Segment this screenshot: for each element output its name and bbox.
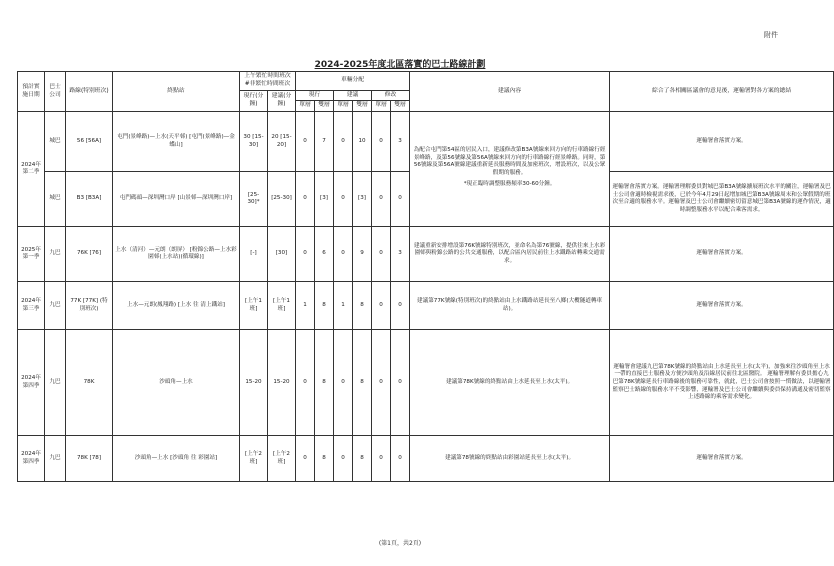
cell-change-double: 0 (391, 436, 410, 482)
cell-operator: 九巴 (45, 330, 66, 436)
header-single-deck: 單層 (296, 101, 315, 112)
header-proposal: 建議內容 (410, 72, 610, 112)
table-row (18, 112, 834, 172)
cell-proposed-single: 0 (334, 227, 353, 282)
cell-existing-single: 0 (296, 112, 315, 172)
cell-change-double: 0 (391, 282, 410, 330)
cell-proposal: 建議第78K號線的終點站由上水延長至上水(太平)。 (410, 330, 610, 436)
cell-proposed-single: 0 (334, 436, 353, 482)
cell-change-double: 0 (391, 172, 410, 227)
header-vehicle-allocation: 車輛分配 (296, 72, 410, 91)
annex-label: 附件 (764, 31, 778, 39)
cell-proposed-double: 8 (353, 436, 372, 482)
cell-change-single: 0 (372, 436, 391, 482)
cell-headway-proposed: [30] (268, 227, 296, 282)
cell-headway-proposed: [25-30] (268, 172, 296, 227)
cell-termini: 沙頭角—上水 (113, 330, 240, 436)
cell-existing-double: 6 (315, 227, 334, 282)
header-operator: 巴士公司 (45, 72, 66, 112)
header-headway-existing: 現行(分鐘) (240, 90, 268, 112)
cell-proposed-double: 8 (353, 330, 372, 436)
cell-change-double: 3 (391, 112, 410, 172)
cell-operator: 九巴 (45, 436, 66, 482)
cell-termini: 屯門(景峰路)—上水(天平邨) [屯門(景峰路)—金蝶山] (113, 112, 240, 172)
cell-proposed-single: 0 (334, 112, 353, 172)
cell-proposed-double: 8 (353, 282, 372, 330)
cell-route: 77K [77K] (特別班次) (66, 282, 113, 330)
cell-existing-double: [3] (315, 172, 334, 227)
cell-date: 2024年第二季 (18, 112, 45, 227)
header-headway: 上午繁忙時間班次 #非繁忙時間班次 (240, 72, 296, 91)
cell-change-double: 0 (391, 330, 410, 436)
cell-existing-double: 8 (315, 330, 334, 436)
cell-date: 2024年第四季 (18, 436, 45, 482)
cell-change-single: 0 (372, 112, 391, 172)
table-row (18, 282, 834, 330)
cell-comment: 運輸署會落實方案。運輸署理解委員對城巴第B3A號線擴展班次水平的關注，運輸署及巴士公司會適時檢視需求後，已於今年4月29日起增加城巴第B3A號線周末和公眾假期的班次至合適的服務水平。運輸署及巴士公司會繼續密切留意城巴第B3A號線的運作情況，適時調整服務水平以配合乘客需求。 (610, 172, 834, 227)
cell-proposed-single: 0 (334, 330, 353, 436)
cell-change-single: 0 (372, 172, 391, 227)
header-headway-proposed: 建議(分鐘) (268, 90, 296, 112)
cell-operator: 城巴 (45, 112, 66, 172)
cell-headway-existing: [上午2班] (240, 436, 268, 482)
cell-existing-single: 1 (296, 282, 315, 330)
cell-change-single: 0 (372, 227, 391, 282)
cell-proposed-single: 1 (334, 282, 353, 330)
cell-proposal: 建議第78號線的終點站由彩園站延長至上水(太平)。 (410, 436, 610, 482)
cell-existing-double: 8 (315, 436, 334, 482)
cell-proposed-double: 10 (353, 112, 372, 172)
header-implementation-date: 預計實施日期 (18, 72, 45, 112)
cell-operator: 城巴 (45, 172, 66, 227)
cell-termini: 屯門碼頭—深圳灣口岸 [山景邨—深圳灣口岸] (113, 172, 240, 227)
header-double-deck: 雙層 (391, 101, 410, 112)
header-change: 修改 (372, 90, 410, 101)
table-row (18, 330, 834, 436)
cell-termini: 沙頭角—上水 [沙頭角 往 彩園站] (113, 436, 240, 482)
cell-route: 78K (66, 330, 113, 436)
proposal-note: *現正臨時調整服務頻率30-60分鐘。 (463, 180, 556, 187)
header-route: 路線(特別班次) (66, 72, 113, 112)
cell-headway-existing: 30 [15-30] (240, 112, 268, 172)
cell-proposal: 建議第77K號線(特別班次)的終點站由上水鐵路站延長至八鄉(大欖隧道轉車站)。 (410, 282, 610, 330)
cell-route: 56 [56A] (66, 112, 113, 172)
cell-headway-proposed: [上午2班] (268, 436, 296, 482)
proposal-paragraph: 為配合屯門第54區的居民入口，建議修改第B3A號線來回方向的行車路線行經景峰路，及第56號線及第56A號線來回方向的行車路線行經景峰路。同時，第56號線及第56A號線建議重新延長服務時間及加密班次，增設班次，以及公眾假期的服務。 (413, 147, 606, 177)
cell-route: 78K [78] (66, 436, 113, 482)
cell-change-single: 0 (372, 282, 391, 330)
bus-route-plan-table (17, 71, 834, 482)
header-proposed: 建議 (334, 90, 372, 101)
header-single-deck: 單層 (372, 101, 391, 112)
cell-existing-double: 7 (315, 112, 334, 172)
cell-existing-single: 0 (296, 436, 315, 482)
cell-route: B3 [B3A] (66, 172, 113, 227)
cell-operator: 九巴 (45, 282, 66, 330)
cell-comment: 運輸署會落實方案。 (610, 282, 834, 330)
cell-date: 2025年第一季 (18, 227, 45, 282)
cell-headway-existing: [25-30]* (240, 172, 268, 227)
cell-operator: 九巴 (45, 227, 66, 282)
cell-headway-proposed: [上午1班] (268, 282, 296, 330)
page-number: (第1頁，共2頁) (378, 540, 422, 547)
cell-existing-single: 0 (296, 172, 315, 227)
header-double-deck: 雙層 (315, 101, 334, 112)
header-double-deck: 雙層 (353, 101, 372, 112)
cell-headway-proposed: 15-20 (268, 330, 296, 436)
cell-change-double: 3 (391, 227, 410, 282)
table-row (18, 436, 834, 482)
cell-date: 2024年第三季 (18, 282, 45, 330)
cell-change-single: 0 (372, 330, 391, 436)
table-row (18, 227, 834, 282)
cell-proposed-single: 0 (334, 172, 353, 227)
cell-proposed-double: 9 (353, 227, 372, 282)
header-comments: 綜合了各相關區議會的意見後，運輸署對各方案的總結 (610, 72, 834, 112)
cell-existing-single: 0 (296, 330, 315, 436)
cell-termini: 上水—元朗(鳳翔路) [上水 往 清上鐵站] (113, 282, 240, 330)
header-single-deck: 單層 (334, 101, 353, 112)
cell-proposal (410, 112, 610, 227)
cell-headway-existing: 15-20 (240, 330, 268, 436)
cell-comment: 運輸署會落實方案。 (610, 227, 834, 282)
cell-proposal: 建議重新安排增設第76K號線特別班次，並命名為第76號線，提供往來上水彩園邨與粉錦公路的公共交通服務，以配合區內居民前往上水鐵路站轉乘交通需求。 (410, 227, 610, 282)
cell-existing-single: 0 (296, 227, 315, 282)
cell-comment: 運輸署會落實方案。 (610, 436, 834, 482)
cell-headway-proposed: 20 [15-20] (268, 112, 296, 172)
cell-date: 2024年第四季 (18, 330, 45, 436)
cell-proposed-double: [3] (353, 172, 372, 227)
cell-existing-double: 8 (315, 282, 334, 330)
cell-headway-existing: [-] (240, 227, 268, 282)
cell-comment: 運輸署會落實方案。 (610, 112, 834, 172)
cell-comment: 運輸署會建議九巴第78K號線的終點站由上水延長至上水(太平)，加強來往沙頭角至上水一帶的直接巴士服務及方便沙頭角及沿線居民前往北區醫院。 運輸署理解有委員擔心九巴第78K號線延長行車路線後的服務可靠性，就此，巴士公司會按照一慣做法，以運輸署監察巴士路線的服務水平不受影響，運輸署及巴士公司會繼續與委員保持溝通及密切監察上述路線的乘客需求變化。 (610, 330, 834, 436)
header-existing: 現行 (296, 90, 334, 101)
header-termini: 終點站 (113, 72, 240, 112)
cell-route: 76K [76] (66, 227, 113, 282)
page-title: 2024-2025年度北區落實的巴士路線計劃 (314, 60, 486, 70)
cell-termini: 上水（清河）—元朗（朗屏） [粉錦公路—上水彩園邨(上水站)(循環線)] (113, 227, 240, 282)
cell-headway-existing: [上午1班] (240, 282, 268, 330)
